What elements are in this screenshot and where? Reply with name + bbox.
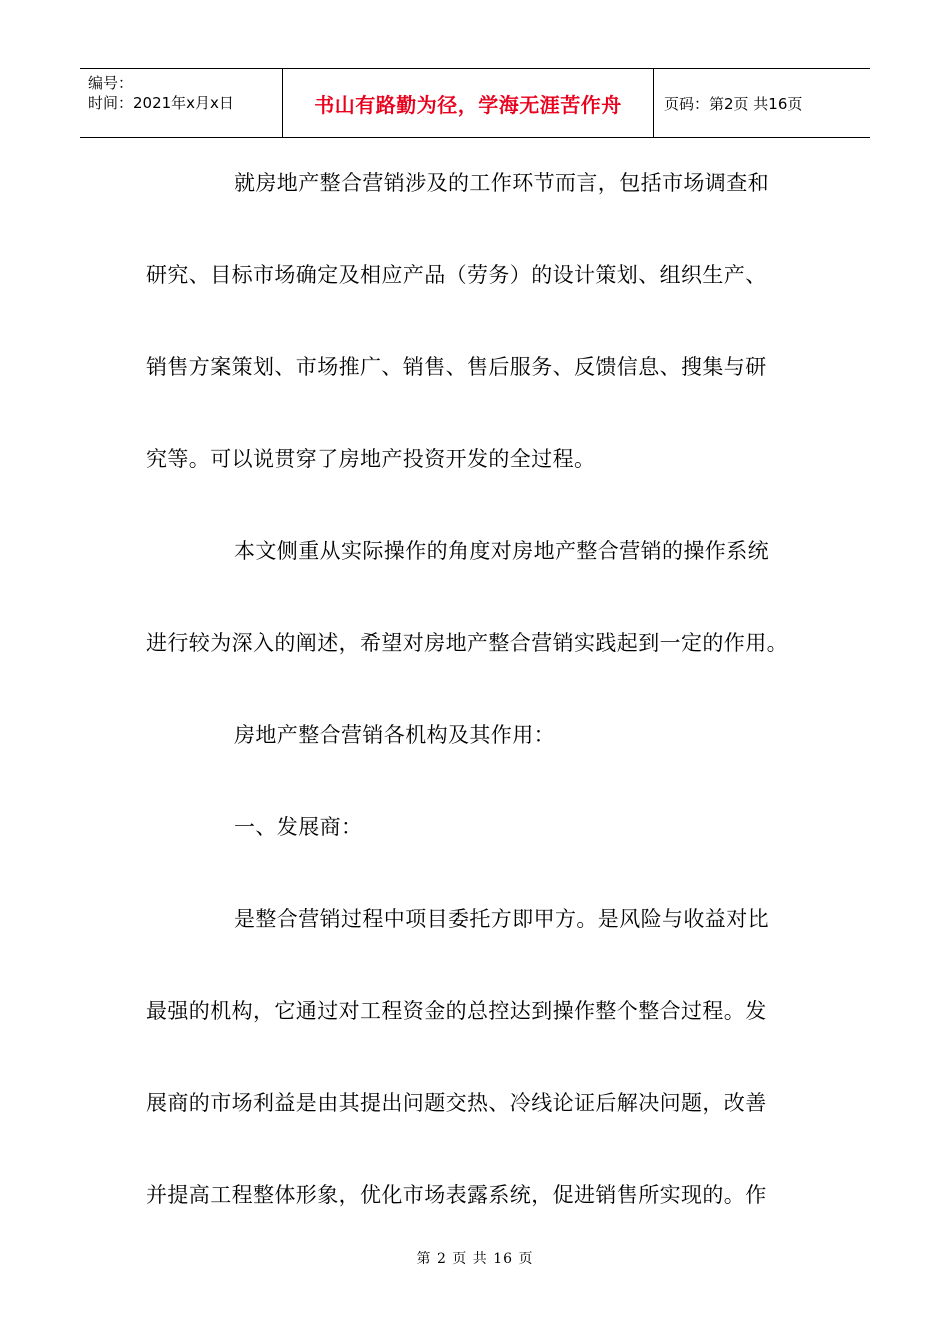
paragraph-line: 销售方案策划、市场推广、销售、售后服务、反馈信息、搜集与研 bbox=[146, 355, 767, 379]
page-header bbox=[80, 68, 870, 138]
page-footer: 第 2 页 共 16 页 bbox=[416, 1251, 534, 1267]
document-body bbox=[146, 168, 806, 1272]
paragraph-line: 并提高工程整体形象，优化市场表露系统，促进销售所实现的。作 bbox=[146, 1183, 767, 1207]
subsection-heading: 一、发展商： bbox=[234, 815, 363, 839]
document-number-label: 编号： bbox=[88, 74, 134, 92]
motto-text: 书山有路勤为径，学海无涯苦作舟 bbox=[314, 92, 622, 117]
section-heading: 房地产整合营销各机构及其作用： bbox=[234, 723, 555, 747]
header-page-info bbox=[654, 69, 870, 137]
header-meta bbox=[80, 69, 282, 137]
paragraph-line: 最强的机构，它通过对工程资金的总控达到操作整个整合过程。发 bbox=[146, 999, 767, 1023]
paragraph-line: 就房地产整合营销涉及的工作环节而言，包括市场调查和 bbox=[234, 171, 769, 195]
document-time-label: 时间：2021年x月x日 bbox=[88, 94, 234, 112]
paragraph-line: 本文侧重从实际操作的角度对房地产整合营销的操作系统 bbox=[234, 539, 769, 563]
page-info-text: 页码：第2页 共16页 bbox=[664, 94, 803, 113]
paragraph-line: 展商的市场利益是由其提出问题交热、冷线论证后解决问题，改善 bbox=[146, 1091, 767, 1115]
paragraph-line: 进行较为深入的阐述，希望对房地产整合营销实践起到一定的作用。 bbox=[146, 631, 788, 655]
paragraph-line: 究等。可以说贯穿了房地产投资开发的全过程。 bbox=[146, 447, 596, 471]
header-motto-cell bbox=[282, 69, 654, 137]
paragraph-line: 是整合营销过程中项目委托方即甲方。是风险与收益对比 bbox=[234, 907, 769, 931]
paragraph-line: 研究、目标市场确定及相应产品（劳务）的设计策划、组织生产、 bbox=[146, 263, 767, 287]
